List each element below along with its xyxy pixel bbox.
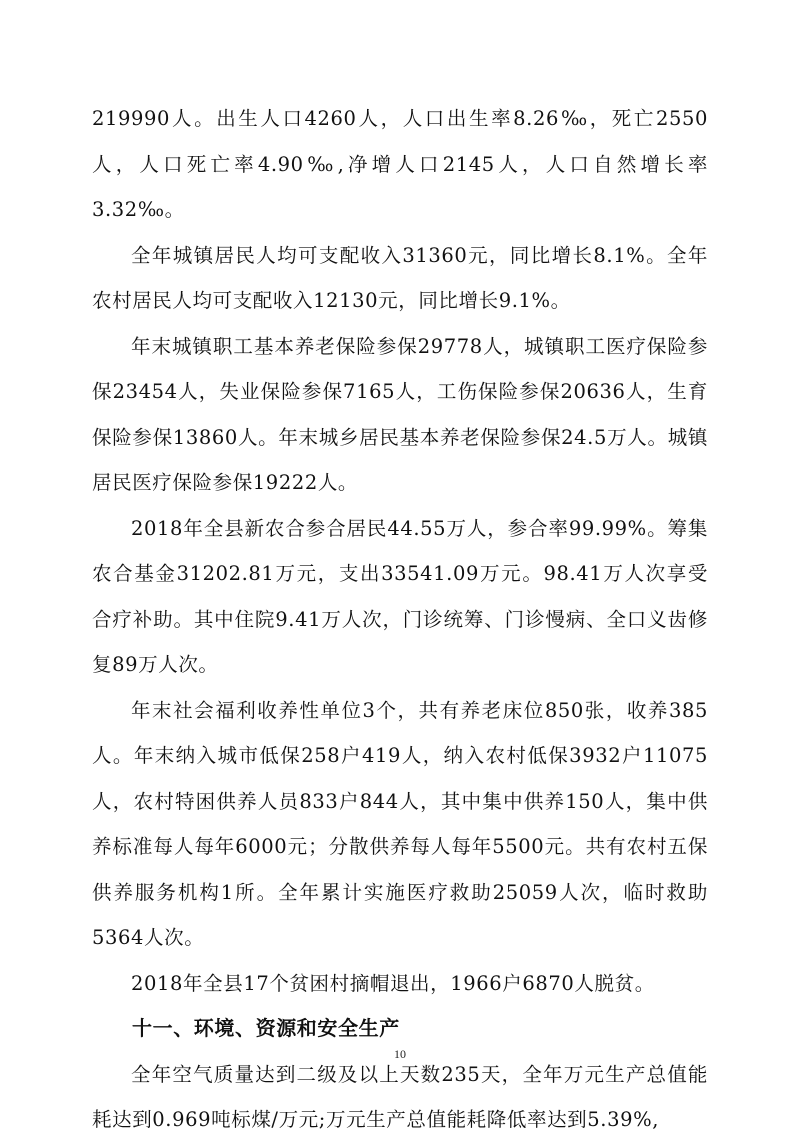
section-heading: 十一、环境、资源和安全生产 — [132, 1016, 400, 1040]
page-number: 10 — [394, 1047, 406, 1061]
paragraph-population-continued: 219990人。出生人口4260人，人口出生率8.26‰，死亡2550人，人口死亡率4.90‰,净增人口2145人，人口自然增长率3.32‰。 — [92, 107, 708, 221]
document-body — [92, 96, 708, 1143]
paragraph-rural-cooperative-medical: 2018年全县新农合参合居民44.55万人，参合率99.99%。筹集农合基金31202.81万元，支出33541.09万元。98.41万人次享受合疗补助。其中住院9.41万人次，门诊统筹、门诊慢病、全口义齿修复89万人次。 — [92, 516, 708, 676]
paragraph-environment: 全年空气质量达到二级及以上天数235天，全年万元生产总值能耗达到0.969吨标煤/万元;万元生产总值能耗降低率达到5.39%, — [92, 1062, 708, 1131]
paragraph-social-insurance: 年末城镇职工基本养老保险参保29778人，城镇职工医疗保险参保23454人，失业保险参保7165人，工伤保险参保20636人，生育保险参保13860人。年末城乡居民基本养老保险参保24.5万人。城镇居民医疗保险参保19222人。 — [92, 334, 708, 494]
paragraph-income: 全年城镇居民人均可支配收入31360元，同比增长8.1%。全年农村居民人均可支配收入12130元，同比增长9.1%。 — [92, 243, 708, 312]
paragraph-poverty-alleviation: 2018年全县17个贫困村摘帽退出，1966户6870人脱贫。 — [131, 971, 655, 995]
paragraph-social-welfare: 年末社会福利收养性单位3个，共有养老床位850张，收养385人。年末纳入城市低保258户419人，纳入农村低保3932户11075人，农村特困供养人员833户844人，其中集中供养150人，集中供养标准每人每年6000元；分散供养每人每年5500元。共有农村五保供养服务机构1所。全年累计实施医疗救助25059人次，临时救助5364人次。 — [92, 698, 708, 949]
